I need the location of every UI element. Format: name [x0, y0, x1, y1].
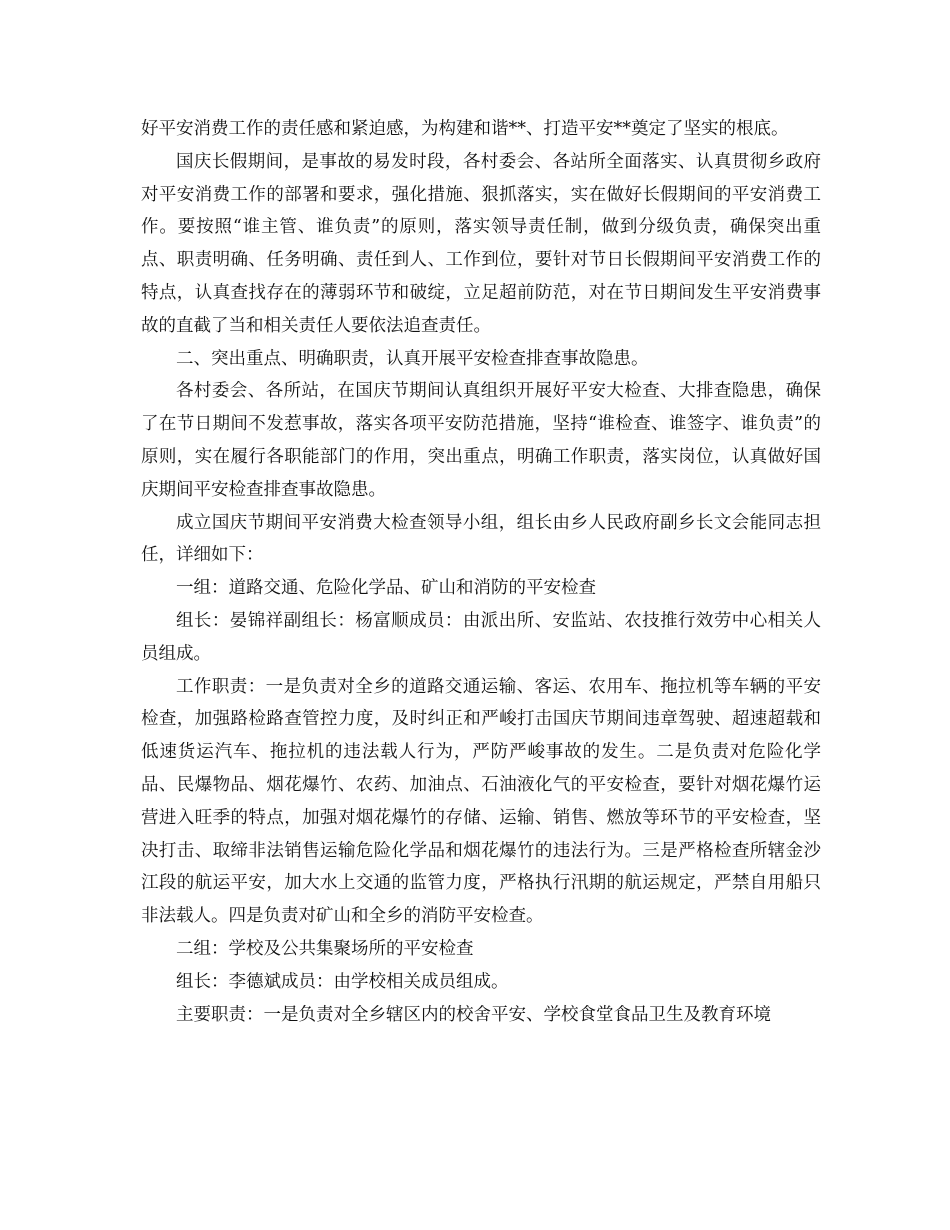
group-2-members: 组长：李德斌成员：由学校相关成员组成。 — [176, 971, 509, 992]
group-2-duties: 主要职责：一是负责对全乡辖区内的校舍平安、学校食堂食品卫生及教育环境 — [176, 1004, 771, 1025]
section-heading-2: 二、突出重点、明确职责，认真开展平安检查排查事故隐患。 — [176, 348, 649, 369]
paragraph-3: 各村委会、各所站，在国庆节期间认真组织开展好平安大检查、大排查隐患，确保了在节日期间不发惹事故，落实各项平安防范措施，坚持“谁检查、谁签字、谁负责”的原则，实在履行各职能部门的作用，突出重点，明确工作职责，落实岗位，认真做好国庆期间平安检查排查事故隐患。 — [141, 381, 821, 500]
document-body — [141, 113, 821, 1031]
group-2-heading: 二组：学校及公共集聚场所的平安检查 — [176, 938, 474, 959]
group-1-members: 组长：晏锦祥副组长：杨富顺成员：由派出所、安监站、农技推行效劳中心相关人员组成。 — [141, 610, 821, 664]
paragraph-4: 成立国庆节期间平安消费大检查领导小组，组长由乡人民政府副乡长文会能同志担任，详细如下： — [141, 512, 821, 566]
paragraph-2: 国庆长假期间，是事故的易发时段，各村委会、各站所全面落实、认真贯彻乡政府对平安消费工作的部署和要求，强化措施、狠抓落实，实在做好长假期间的平安消费工作。要按照“谁主管、谁负责”的原则，落实领导责任制，做到分级负责，确保突出重点、职责明确、任务明确、责任到人、工作到位，要针对节日长假期间平安消费工作的特点，认真查找存在的薄弱环节和破绽，立足超前防范，对在节日期间发生平安消费事故的直截了当和相关责任人要依法追查责任。 — [141, 151, 821, 336]
group-1-duties: 工作职责：一是负责对全乡的道路交通运输、客运、农用车、拖拉机等车辆的平安检查，加强路检路查管控力度，及时纠正和严峻打击国庆节期间违章驾驶、超速超载和低速货运汽车、拖拉机的违法载人行为，严防严峻事故的发生。二是负责对危险化学品、民爆物品、烟花爆竹、农药、加油点、石油液化气的平安检查，要针对烟花爆竹运营进入旺季的特点，加强对烟花爆竹的存储、运输、销售、燃放等环节的平安检查，坚决打击、取缔非法销售运输危险化学品和烟花爆竹的违法行为。三是严格检查所辖金沙江段的航运平安，加大水上交通的监管力度，严格执行汛期的航运规定，严禁自用船只非法载人。四是负责对矿山和全乡的消防平安检查。 — [141, 676, 821, 927]
group-1-heading: 一组：道路交通、危险化学品、矿山和消防的平安检查 — [176, 578, 596, 599]
paragraph-1: 好平安消费工作的责任感和紧迫感，为构建和谐**、打造平安**奠定了坚实的根底。 — [141, 119, 789, 139]
